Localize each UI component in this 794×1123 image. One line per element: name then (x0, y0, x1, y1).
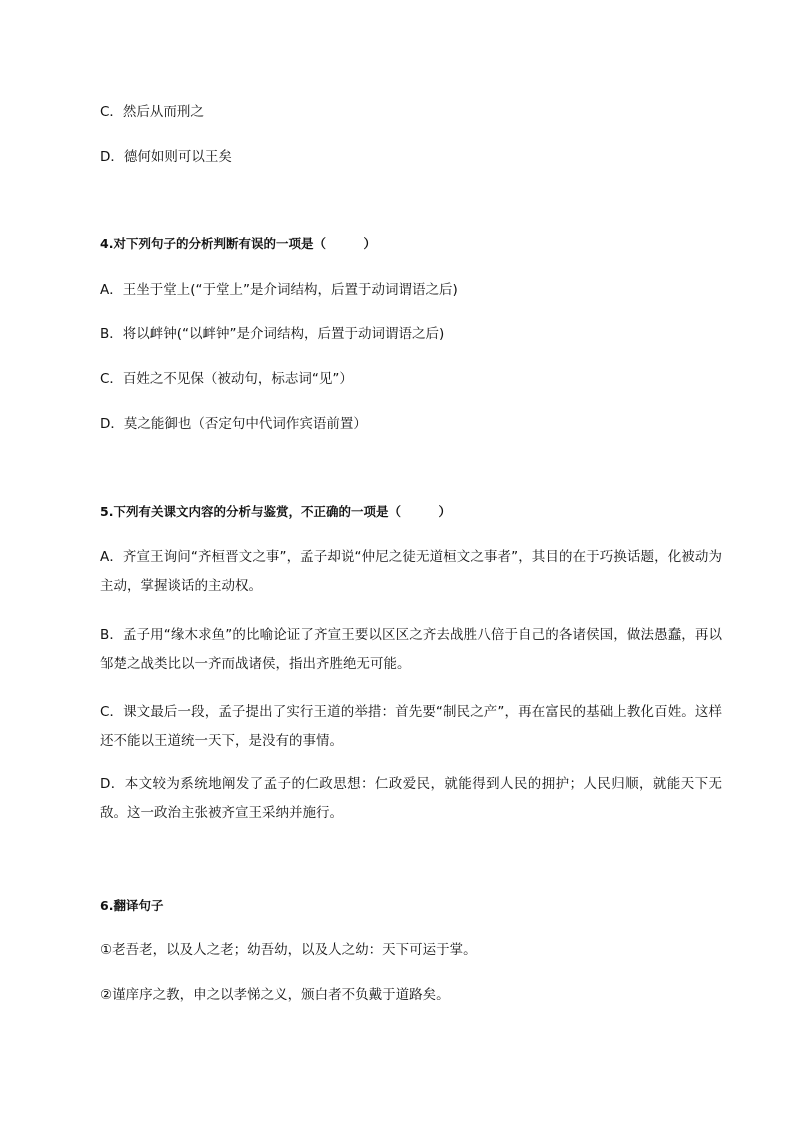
q5-option-a: A．齐宣王询问“齐桓晋文之事”，孟子却说“仲尼之徒无道桓文之事者”，其目的在于巧换话题，化被动为主动，掌握谈话的主动权。 (100, 549, 722, 594)
q4-option-a: A．王坐于堂上(“于堂上”是介词结构，后置于动词谓语之后) (100, 282, 458, 298)
q5-option-c: C．课文最后一段，孟子提出了实行王道的举措：首先要“制民之产”，再在富民的基础上教化百姓。这样还不能以王道统一天下，是没有的事情。 (100, 704, 722, 749)
q6-title: 6.翻译句子 (100, 898, 164, 913)
q3-option-c: C．然后从而刑之 (100, 104, 204, 120)
q3-option-d: D．德何如则可以王矣 (100, 149, 232, 165)
q5-option-d: D．本文较为系统地阐发了孟子的仁政思想：仁政爱民，就能得到人民的拥护；人民归顺，就能天下无敌。这一政治主张被齐宣王采纳并施行。 (100, 776, 722, 821)
q5-option-b: B．孟子用“缘木求鱼”的比喻论证了齐宣王要以区区之齐去战胜八倍于自己的各诸侯国，做法愚蠢，再以邹楚之战类比以一齐而战诸侯，指出齐胜绝无可能。 (100, 627, 722, 672)
q5-title: 5.下列有关课文内容的分析与鉴赏，不正确的一项是（ ） (100, 504, 451, 519)
q6-item-1: ①老吾老，以及人之老；幼吾幼，以及人之幼：天下可运于掌。 (100, 942, 477, 958)
q4-option-c: C．百姓之不见保（被动句，标志词“见”） (100, 371, 353, 387)
q4-option-d: D．莫之能御也（否定句中代词作宾语前置） (100, 416, 367, 432)
q4-title: 4.对下列句子的分析判断有误的一项是（ ） (100, 236, 376, 251)
q4-option-b: B．将以衅钟(“以衅钟”是介词结构，后置于动词谓语之后) (100, 326, 445, 342)
q6-item-2: ②谨庠序之教，申之以孝悌之义，颁白者不负戴于道路矣。 (100, 987, 450, 1003)
